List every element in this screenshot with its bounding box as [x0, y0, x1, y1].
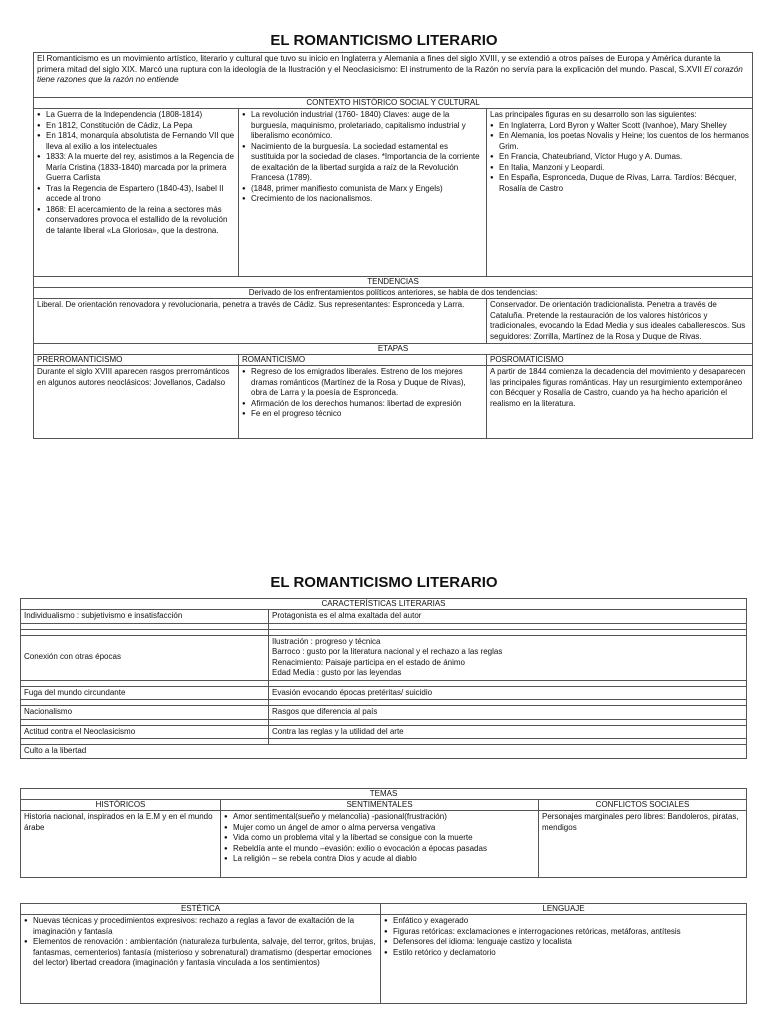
contexto-header: CONTEXTO HISTÓRICO SOCIAL Y CULTURAL — [34, 98, 753, 109]
list-item: ● Afirmación de los derechos humanos: libertad de expresión — [242, 399, 483, 410]
estetica-cell — [21, 915, 381, 1004]
line: Ilustración : progreso y técnica — [272, 636, 381, 646]
tendencia-conservador: Conservador. De orientación tradicionalista. Penetra a través de Cataluña. Pretende la restauración de los valores históricos y tradicionales, evocando la Edad Media y sus ideales caballerescos. Sus seguidores: Zorrilla, Martínez de la Rosa y Duque de Rivas. — [487, 299, 753, 344]
row-label: Fuga del mundo circundante — [21, 686, 269, 700]
table-row — [21, 635, 747, 680]
row-value: Protagonista es el alma exaltada del autor — [269, 610, 747, 624]
list-item: ● En Alemania, los poetas Novalis y Heine; los cuentos de los hermanos Grim. — [490, 131, 749, 152]
list-item: ● La revolución industrial (1760- 1840) Claves: auge de la burguesía, maquinismo, proletariado, capitalismo industrial y liberalismo económico. — [242, 110, 483, 142]
list-item: ● En 1812, Constitución de Cádiz, La Pepa — [37, 121, 235, 132]
list-item: ● Nacimiento de la burguesía. La sociedad estamental es sustituida por la sociedad de clases. *Importancia de la corriente de exaltación de la libertad surgida a raíz de la Revolución Francesa (1789). — [242, 142, 483, 184]
lenguaje-header: LENGUAJE — [381, 904, 747, 915]
list-item: ● Rebeldía ante el mundo –evasión: exilio o evocación a épocas pasadas — [224, 844, 535, 855]
etapa2-cell — [239, 366, 487, 439]
temas-col3-text: Personajes marginales pero libres: Bandoleros, piratas, mendigos — [539, 811, 747, 878]
list-item: ● En 1814, monarquía absolutista de Fernando VII que lleva al exilio a los intelectuales — [37, 131, 235, 152]
row-value: Contra las reglas y la utilidad del arte — [269, 725, 747, 739]
intro-quote: El corazón tiene razones que la razón no entiende — [37, 64, 743, 84]
list-item: ● Defensores del idioma: lenguaje castizo y localista — [384, 937, 743, 948]
page2-temas-table — [20, 788, 747, 878]
tendencias-sub: Derivado de los enfrentamientos políticos anteriores, se habla de dos tendencias: — [34, 288, 753, 299]
etapa3-title: POSROMATICISMO — [487, 355, 753, 366]
temas-col1-text: Historia nacional, inspirados en la E.M y en el mundo árabe — [21, 811, 221, 878]
etapa1-title: PRERROMANTICISMO — [34, 355, 239, 366]
contexto-col2 — [239, 109, 487, 277]
table-row — [21, 745, 747, 759]
contexto-col3-intro: Las principales figuras en su desarrollo son las siguientes: — [490, 110, 697, 119]
list-item: ● La religión – se rebela contra Dios y acude al diablo — [224, 854, 535, 865]
temas-col3-title: CONFLICTOS SOCIALES — [539, 800, 747, 811]
list-item: ● Mujer como un ángel de amor o alma perversa vengativa — [224, 823, 535, 834]
etapa1-text: Durante el siglo XVIII aparecen rasgos prerrománticos en algunos autores neoclásicos: Jovellanos, Cadalso — [34, 366, 239, 439]
table-row — [21, 706, 747, 720]
line: Edad Media : gusto por las leyendas — [272, 668, 402, 677]
list-item: ● Elementos de renovación : ambientación (naturaleza turbulenta, salvaje, del terror, gritos, brujas, fantasmas, cementerios) fantasía (misterioso y sobrenatural) dramatismo (despertar emociones del lector) libertad creadora (imaginación y fantasía vinculada a los sentimientos) — [24, 937, 377, 969]
etapas-header: ETAPAS — [34, 344, 753, 355]
table-row — [21, 725, 747, 739]
table-row — [21, 686, 747, 700]
list-item: ● (1848, primer manifiesto comunista de Marx y Engels) — [242, 184, 483, 195]
row-value: Rasgos que diferencia al país — [269, 706, 747, 720]
list-item: ● La Guerra de la Independencia (1808-1814) — [37, 110, 235, 121]
page1-title: EL ROMANTICISMO LITERARIO — [270, 32, 498, 49]
list-item: ● En Italia, Manzoni y Leopardi. — [490, 163, 749, 174]
contexto-col1 — [34, 109, 239, 277]
list-item: ● Figuras retóricas: exclamaciones e interrogaciones retóricas, metáforas, antítesis — [384, 927, 743, 938]
list-item: ● Regreso de los emigrados liberales. Estreno de los mejores dramas románticos (Martínez de la Rosa y Duque de Rivas), obra de Larra y la poesía de Espronceda. — [242, 367, 483, 399]
temas-header: TEMAS — [21, 789, 747, 800]
intro-cell — [34, 53, 753, 98]
estetica-header: ESTÉTICA — [21, 904, 381, 915]
row-value — [269, 635, 747, 680]
page2-caracteristicas-table — [20, 598, 747, 759]
tendencias-header: TENDENCIAS — [34, 277, 753, 288]
list-item: ● Crecimiento de los nacionalismos. — [242, 194, 483, 205]
line: Barroco : gusto por la literatura nacional y el rechazo a las reglas — [272, 647, 503, 656]
etapa3-text: A partir de 1844 comienza la decadencia del movimiento y desaparecen las principales figuras románticas. Hay un resurgimiento extemporáneo con Bécquer y Rosalía de Castro, cuando ya ha hecho aparición el realismo en la literatura. — [487, 366, 753, 439]
row-label: Culto a la libertad — [21, 745, 747, 759]
list-item: ● En España, Espronceda, Duque de Rivas, Larra. Tardíos: Bécquer, Rosalía de Castro — [490, 173, 749, 194]
etapa2-title: ROMANTICISMO — [239, 355, 487, 366]
row-label: Conexión con otras épocas — [21, 635, 269, 680]
list-item: ● En Francia, Chateubriand, Víctor Hugo y A. Dumas. — [490, 152, 749, 163]
row-value: Evasión evocando épocas pretéritas/ suicidio — [269, 686, 747, 700]
contexto-col3 — [487, 109, 753, 277]
list-item: ● En Inglaterra, Lord Byron y Walter Scott (Ivanhoe), Mary Shelley — [490, 121, 749, 132]
temas-col1-title: HISTÓRICOS — [21, 800, 221, 811]
list-item: ● Amor sentimental(sueño y melancolía) -pasional(frustración) — [224, 812, 535, 823]
page2-title: EL ROMANTICISMO LITERARIO — [270, 574, 498, 591]
page2-estetica-table — [20, 903, 747, 1004]
intro-text: El Romanticismo es un movimiento artístico, literario y cultural que tuvo su inicio en Inglaterra y Alemania a fines del siglo XVIII, y se extendió a otros países de Europa y América durante la primera mitad del siglo XIX. Marcó una ruptura con la ideología de la Ilustración y el Neoclasicismo: El instrumento de la Razón no servía para la explicación del mundo. Pascal, S.XVII — [37, 54, 721, 74]
page1-table — [33, 52, 753, 439]
list-item: ● Vida como un problema vital y la libertad se consigue con la muerte — [224, 833, 535, 844]
row-label: Nacionalismo — [21, 706, 269, 720]
caracteristicas-header: CARACTERÍSTICAS LITERARIAS — [21, 599, 747, 610]
table-row — [21, 610, 747, 624]
temas-col2-title: SENTIMENTALES — [221, 800, 539, 811]
list-item: ● Tras la Regencia de Espartero (1840-43), Isabel II accede al trono — [37, 184, 235, 205]
tendencia-liberal: Liberal. De orientación renovadora y revolucionaria, penetra a través de Cádiz. Sus representantes: Espronceda y Larra. — [34, 299, 487, 344]
lenguaje-cell — [381, 915, 747, 1004]
row-label: Actitud contra el Neoclasicismo — [21, 725, 269, 739]
list-item: ● Estilo retórico y declamatorio — [384, 948, 743, 959]
line: Renacimiento: Paisaje participa en el estado de ánimo — [272, 657, 466, 667]
list-item: ● Fe en el progreso técnico — [242, 409, 483, 420]
temas-col2-cell — [221, 811, 539, 878]
row-label: Individualismo : subjetivismo e insatisfacción — [21, 610, 269, 624]
list-item: ● Nuevas técnicas y procedimientos expresivos: rechazo a reglas a favor de exaltación de la imaginación y fantasía — [24, 916, 377, 937]
list-item: ● 1868: El acercamiento de la reina a sectores más conservadores provoca el estallido de la revolución de talante liberal «La Gloriosa», que la destrona. — [37, 205, 235, 237]
list-item: ● 1833: A la muerte del rey, asistimos a la Regencia de María Cristina (1833-1840) marcada por la primera Guerra Carlista — [37, 152, 235, 184]
list-item: ● Enfático y exagerado — [384, 916, 743, 927]
